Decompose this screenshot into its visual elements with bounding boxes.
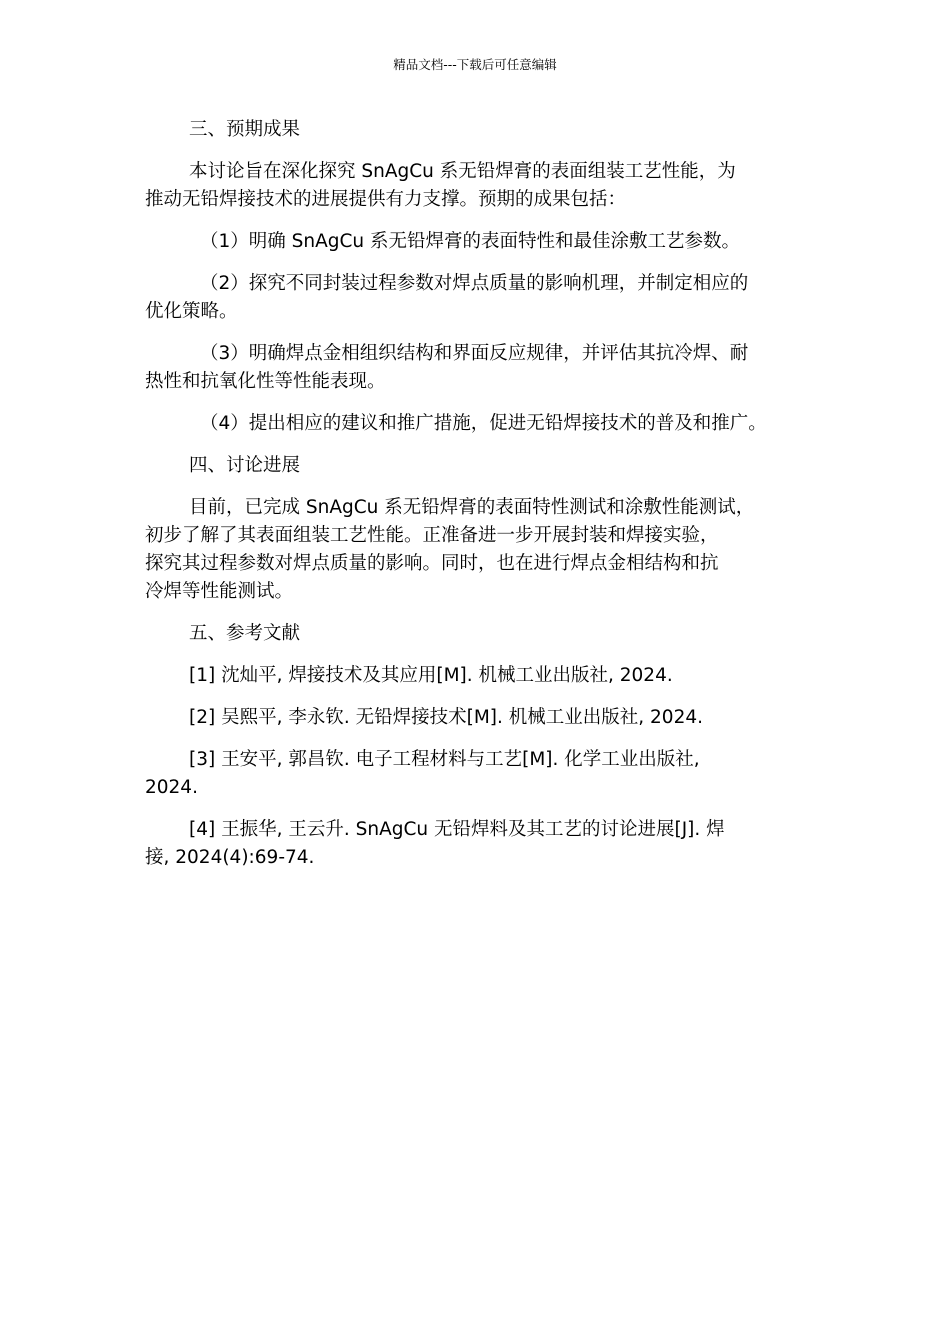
section-heading-progress (145, 452, 815, 480)
heading-text: 四、讨论进展 (189, 455, 301, 476)
list-item-line: 热性和抗氧化性等性能表现。 (145, 371, 386, 392)
paragraph-line: 冷焊等性能测试。 (145, 581, 294, 602)
reference-line: [4] 王振华, 王云升. SnAgCu 无铅焊料及其工艺的讨论进展[J]. 焊 (189, 819, 725, 840)
reference-entry (145, 704, 815, 732)
reference-entry (145, 746, 815, 802)
paragraph-progress (145, 494, 815, 606)
reference-entry (145, 816, 815, 872)
page-header: 精品文档---下载后可任意编辑 (393, 57, 557, 72)
list-item-line: （1）明确 SnAgCu 系无铅焊膏的表面特性和最佳涂敷工艺参数。 (200, 231, 741, 252)
reference-line: 接, 2024(4):69-74. (145, 847, 315, 868)
list-item (145, 228, 815, 256)
reference-line: [2] 吴熙平, 李永钦. 无铅焊接技术[M]. 机械工业出版社, 2024. (189, 707, 703, 728)
reference-line: 2024. (145, 777, 198, 798)
paragraph-line: 初步了解了其表面组装工艺性能。正准备进一步开展封装和焊接实验， (145, 525, 719, 546)
paragraph-line: 推动无铅焊接技术的进展提供有力支撑。预期的成果包括： (145, 189, 627, 210)
section-heading-references (145, 620, 815, 648)
heading-text: 五、参考文献 (189, 623, 301, 644)
list-item (145, 410, 815, 438)
paragraph-line: 本讨论旨在深化探究 SnAgCu 系无铅焊膏的表面组装工艺性能，为 (189, 161, 736, 182)
list-item-line: （4）提出相应的建议和推广措施，促进无铅焊接技术的普及和推广。 (200, 413, 767, 434)
section-heading-expected-results (145, 116, 815, 144)
reference-entry (145, 662, 815, 690)
paragraph-line: 探究其过程参数对焊点质量的影响。同时，也在进行焊点金相结构和抗 (145, 553, 719, 574)
heading-text: 三、预期成果 (189, 119, 301, 140)
document-body (145, 116, 815, 886)
list-item-line: 优化策略。 (145, 301, 238, 322)
list-item-line: （2）探究不同封装过程参数对焊点质量的影响机理，并制定相应的 (200, 273, 749, 294)
list-item-line: （3）明确焊点金相组织结构和界面反应规律，并评估其抗冷焊、耐 (200, 343, 749, 364)
reference-line: [3] 王安平, 郭昌钦. 电子工程材料与工艺[M]. 化学工业出版社, (189, 749, 700, 770)
paragraph-line: 目前，已完成 SnAgCu 系无铅焊膏的表面特性测试和涂敷性能测试， (189, 497, 755, 518)
list-item (145, 340, 815, 396)
list-item (145, 270, 815, 326)
paragraph-intro (145, 158, 815, 214)
reference-line: [1] 沈灿平, 焊接技术及其应用[M]. 机械工业出版社, 2024. (189, 665, 673, 686)
